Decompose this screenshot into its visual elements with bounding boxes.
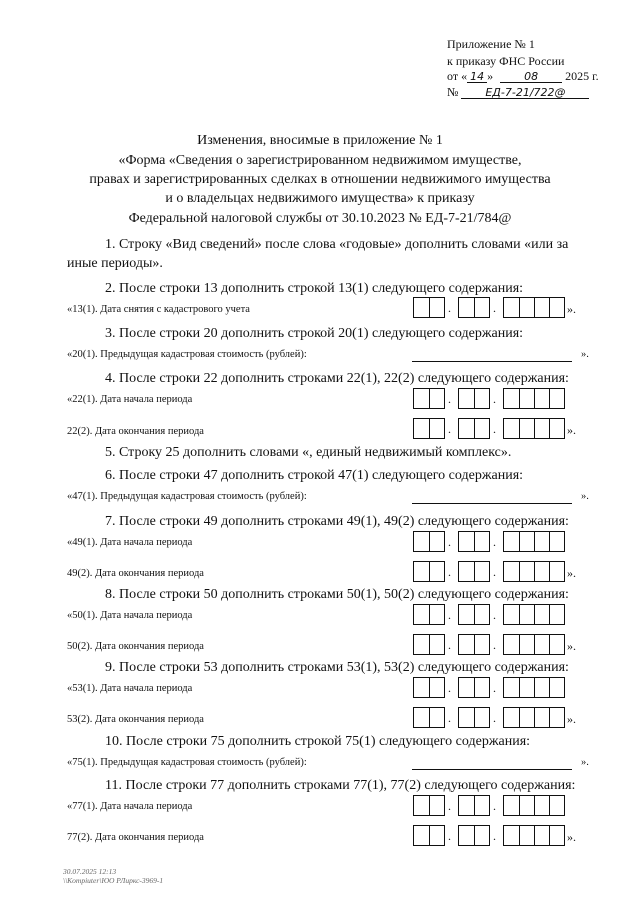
year-cells <box>503 707 565 728</box>
previous-value-close: ». <box>581 757 589 768</box>
item-9-sub-2: 53(2). Дата окончания периода <box>67 714 204 725</box>
item-8-sub-1: «50(1). Дата начала периода <box>67 610 193 621</box>
month-cells <box>458 825 490 846</box>
day-cells <box>413 561 445 582</box>
order-number <box>447 86 589 99</box>
day-cells <box>413 531 445 552</box>
item-8-sub-2: 50(2). Дата окончания периода <box>67 641 204 652</box>
date-separator: . <box>493 638 496 652</box>
month-cells <box>458 707 490 728</box>
date-grid-close: ». <box>567 712 576 726</box>
year-cells <box>503 388 565 409</box>
title-line-5: Федеральной налоговой службы от 30.10.2023 № ЕД-7-21/784@ <box>128 211 512 226</box>
item-6-text: 6. После строки 47 дополнить строкой 47(1) следующего содержания: <box>105 468 524 483</box>
day-cells <box>413 825 445 846</box>
date-separator: . <box>493 711 496 725</box>
year-cells <box>503 418 565 439</box>
date-separator: . <box>493 608 496 622</box>
item-9-sub-1: «53(1). Дата начала периода <box>67 683 193 694</box>
date-separator: . <box>448 638 451 652</box>
date-separator: . <box>448 392 451 406</box>
day-cells <box>413 795 445 816</box>
previous-value-close: ». <box>581 349 589 360</box>
month-cells <box>458 634 490 655</box>
date-separator: . <box>493 681 496 695</box>
year-cells <box>503 297 565 318</box>
appendix-label: Приложение № 1 <box>447 37 535 51</box>
date-year: 2025 г. <box>565 69 599 83</box>
day-cells <box>413 418 445 439</box>
item-7-text: 7. После строки 49 дополнить строками 49(1), 49(2) следующего содержания: <box>105 514 569 529</box>
month-cells <box>458 297 490 318</box>
date-month: 08 <box>500 71 562 83</box>
title-line-3: правах и зарегистрированных сделках в отношении недвижимого имущества <box>89 172 551 187</box>
item-9-text: 9. После строки 53 дополнить строками 53(1), 53(2) следующего содержания: <box>105 660 569 675</box>
month-cells <box>458 531 490 552</box>
date-grid-close: ». <box>567 302 576 316</box>
day-cells <box>413 677 445 698</box>
month-cells <box>458 418 490 439</box>
date-mid: » <box>487 69 494 83</box>
item-7-sub-2: 49(2). Дата окончания периода <box>67 568 204 579</box>
item-4-sub-1: «22(1). Дата начала периода <box>67 394 193 405</box>
item-10-text: 10. После строки 75 дополнить строкой 75(1) следующего содержания: <box>105 734 531 749</box>
footer-path: \\Kompiuter\ЮО РЛиркс-3969-1 <box>63 876 164 885</box>
date-separator: . <box>448 608 451 622</box>
year-cells <box>503 677 565 698</box>
item-3-sub-1: «20(1). Предыдущая кадастровая стоимость (рублей): <box>67 349 307 360</box>
date-separator: . <box>493 301 496 315</box>
year-cells <box>503 795 565 816</box>
date-separator: . <box>448 681 451 695</box>
item-4-text: 4. После строки 22 дополнить строками 22(1), 22(2) следующего содержания: <box>105 371 569 386</box>
date-separator: . <box>493 392 496 406</box>
date-separator: . <box>448 829 451 843</box>
day-cells <box>413 634 445 655</box>
month-cells <box>458 677 490 698</box>
title-line-4: и о владельцах недвижимого имущества» к приказу <box>165 191 475 206</box>
date-separator: . <box>493 799 496 813</box>
date-separator: . <box>448 565 451 579</box>
date-separator: . <box>493 829 496 843</box>
date-separator: . <box>493 535 496 549</box>
number-value: ЕД-7-21/722@ <box>461 87 589 99</box>
date-separator: . <box>448 799 451 813</box>
year-cells <box>503 531 565 552</box>
date-grid-close: ». <box>567 423 576 437</box>
date-grid-close: ». <box>567 566 576 580</box>
month-cells <box>458 604 490 625</box>
date-separator: . <box>448 422 451 436</box>
item-11-sub-1: «77(1). Дата начала периода <box>67 801 193 812</box>
item-10-sub-1: «75(1). Предыдущая кадастровая стоимость (рублей): <box>67 757 307 768</box>
date-grid-close: ». <box>567 639 576 653</box>
date-day: 14 <box>467 71 487 83</box>
item-2-text: 2. После строки 13 дополнить строкой 13(1) следующего содержания: <box>105 281 524 296</box>
year-cells <box>503 825 565 846</box>
order-date <box>447 70 599 83</box>
title-line-2: «Форма «Сведения о зарегистрированном недвижимом имуществе, <box>118 153 522 168</box>
item-6-sub-1: «47(1). Предыдущая кадастровая стоимость (рублей): <box>67 491 307 502</box>
item-8-text: 8. После строки 50 дополнить строками 50(1), 50(2) следующего содержания: <box>105 587 569 602</box>
item-11-text: 11. После строки 77 дополнить строками 77(1), 77(2) следующего содержания: <box>105 778 576 793</box>
item-4-sub-2: 22(2). Дата окончания периода <box>67 426 204 437</box>
day-cells <box>413 388 445 409</box>
year-cells <box>503 604 565 625</box>
month-cells <box>458 795 490 816</box>
item-11-sub-2: 77(2). Дата окончания периода <box>67 832 204 843</box>
month-cells <box>458 561 490 582</box>
year-cells <box>503 561 565 582</box>
date-separator: . <box>448 301 451 315</box>
item-2-sub-1: «13(1). Дата снятия с кадастрового учета <box>67 304 250 315</box>
item-3-text: 3. После строки 20 дополнить строкой 20(1) следующего содержания: <box>105 326 524 341</box>
number-prefix: № <box>447 85 459 99</box>
day-cells <box>413 604 445 625</box>
day-cells <box>413 707 445 728</box>
order-reference: к приказу ФНС России <box>447 54 565 68</box>
item-5-text: 5. Строку 25 дополнить словами «, единый недвижимый комплекс». <box>105 445 512 460</box>
month-cells <box>458 388 490 409</box>
previous-value-close: ». <box>581 491 589 502</box>
year-cells <box>503 634 565 655</box>
item-1-line-1: 1. Строку «Вид сведений» после слова «годовые» дополнить словами «или за <box>105 237 569 252</box>
day-cells <box>413 297 445 318</box>
date-grid-close: ». <box>567 830 576 844</box>
previous-value-line <box>412 769 572 770</box>
date-separator: . <box>448 535 451 549</box>
date-separator: . <box>493 565 496 579</box>
item-7-sub-1: «49(1). Дата начала периода <box>67 537 193 548</box>
date-separator: . <box>493 422 496 436</box>
title-line-1: Изменения, вносимые в приложение № 1 <box>197 133 443 148</box>
footer-timestamp: 30.07.2025 12:13 <box>63 867 117 876</box>
date-separator: . <box>448 711 451 725</box>
previous-value-line <box>412 361 572 362</box>
item-1-line-2: иные периоды». <box>67 256 163 271</box>
date-prefix: от « <box>447 69 468 83</box>
previous-value-line <box>412 503 572 504</box>
